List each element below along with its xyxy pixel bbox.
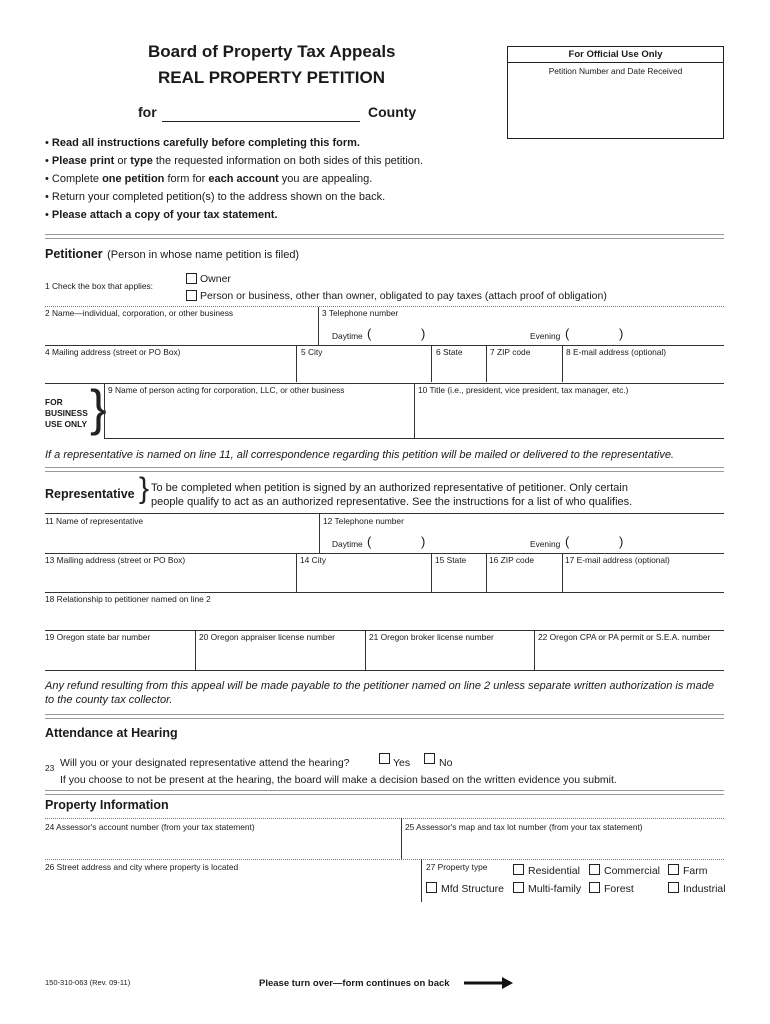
mfd-structure-checkbox[interactable] xyxy=(426,882,437,893)
evening-label: Evening xyxy=(530,331,561,341)
official-use-title: For Official Use Only xyxy=(568,49,663,60)
attend-no-checkbox[interactable] xyxy=(424,753,435,764)
paren-open: ( xyxy=(367,326,372,341)
line-8-label: 8 E-mail address (optional) xyxy=(566,347,667,357)
multi-family-checkbox[interactable] xyxy=(513,882,524,893)
arrow-right-icon xyxy=(464,976,514,990)
other-checkbox[interactable] xyxy=(186,290,197,301)
form-subtitle: REAL PROPERTY PETITION xyxy=(158,68,386,87)
line-25-label: 25 Assessor's map and tax lot number (from your tax statement) xyxy=(405,822,643,832)
instruction-4: • Return your completed petition(s) to the address shown on the back. xyxy=(45,191,386,203)
petitioner-evening-phone[interactable] xyxy=(530,326,630,344)
cpa-permit-field[interactable] xyxy=(535,631,724,669)
attendance-note: If you choose to not be present at the hearing, the board will make a decision based on the written evidence you submit. xyxy=(60,774,617,786)
line-23-number: 23 xyxy=(45,763,55,773)
residential-checkbox[interactable] xyxy=(513,864,524,875)
line-6-label: 6 State xyxy=(436,347,463,357)
commercial-label: Commercial xyxy=(604,865,661,877)
paren-close: ) xyxy=(619,534,624,549)
attendance-heading: Attendance at Hearing xyxy=(45,726,178,740)
commercial-checkbox[interactable] xyxy=(589,864,600,875)
forest-label: Forest xyxy=(604,883,634,895)
representative-zip[interactable] xyxy=(487,554,561,592)
paren-close: ) xyxy=(619,326,624,341)
attend-no-label: No xyxy=(439,757,453,769)
line-1-label: 1 Check the box that applies: xyxy=(45,281,154,291)
line-18-label: 18 Relationship to petitioner named on line 2 xyxy=(45,594,211,604)
for-business-use-label: FOR BUSINESS USE ONLY xyxy=(45,397,88,429)
petitioner-city[interactable] xyxy=(297,346,430,382)
line-26-label: 26 Street address and city where property is located xyxy=(45,862,239,872)
attendance-question: Will you or your designated representative attend the hearing? xyxy=(60,757,350,769)
assessor-account-field[interactable] xyxy=(45,819,400,858)
paren-open: ( xyxy=(565,326,570,341)
industrial-checkbox[interactable] xyxy=(668,882,679,893)
turn-over-note: Please turn over—form continues on back xyxy=(259,978,450,989)
mfd-structure-label: Mfd Structure xyxy=(441,883,505,895)
farm-checkbox[interactable] xyxy=(668,864,679,875)
line-10-label: 10 Title (i.e., president, vice president, tax manager, etc.) xyxy=(418,385,629,395)
line-24-label: 24 Assessor's account number (from your tax statement) xyxy=(45,822,255,832)
instruction-5: • Please attach a copy of your tax statement. xyxy=(45,209,278,221)
bar-number-field[interactable] xyxy=(45,631,194,669)
official-use-subtitle: Petition Number and Date Received xyxy=(548,66,683,76)
section-divider xyxy=(45,234,724,239)
line-2-label: 2 Name—individual, corporation, or other business xyxy=(45,308,234,318)
representative-state[interactable] xyxy=(432,554,485,592)
brace-icon: } xyxy=(139,472,150,505)
form-number: 150-310-063 (Rev. 09-11) xyxy=(45,978,131,987)
paren-close: ) xyxy=(421,534,426,549)
refund-note: Any refund resulting from this appeal will be made payable to the petitioner named on line 2 unless separate written authorization is made to the county tax collector. xyxy=(45,680,714,706)
property-address-field[interactable] xyxy=(45,860,420,900)
property-heading: Property Information xyxy=(45,798,169,812)
instruction-1: • Read all instructions carefully before completing this form. xyxy=(45,137,360,149)
petitioner-name-field[interactable] xyxy=(45,307,317,344)
section-divider xyxy=(45,790,724,795)
residential-label: Residential xyxy=(528,865,580,877)
evening-label: Evening xyxy=(530,539,561,549)
line-12-label: 12 Telephone number xyxy=(323,516,404,526)
representative-note: If a representative is named on line 11, all correspondence regarding this petition will be mailed or delivered to the representative. xyxy=(45,449,674,461)
acting-person-name[interactable] xyxy=(105,384,413,438)
brace-icon: } xyxy=(90,380,107,436)
line-22-label: 22 Oregon CPA or PA permit or S.E.A. number xyxy=(538,632,711,642)
forest-checkbox[interactable] xyxy=(589,882,600,893)
line-16-label: 16 ZIP code xyxy=(489,555,535,565)
other-obligated-label: Person or business, other than owner, obligated to pay taxes (attach proof of obligation) xyxy=(200,290,607,302)
industrial-label: Industrial xyxy=(683,883,726,895)
relationship-field[interactable] xyxy=(45,593,724,629)
representative-daytime-phone[interactable] xyxy=(332,534,432,552)
representative-heading: Representative xyxy=(45,487,135,501)
acting-person-title[interactable] xyxy=(415,384,724,438)
petitioner-daytime-phone[interactable] xyxy=(332,326,432,344)
petitioner-state[interactable] xyxy=(432,346,485,382)
daytime-label: Daytime xyxy=(332,539,363,549)
line-3-label: 3 Telephone number xyxy=(322,308,399,318)
representative-name-field[interactable] xyxy=(45,514,318,552)
farm-label: Farm xyxy=(683,865,708,877)
broker-license-field[interactable] xyxy=(366,631,533,669)
petitioner-heading: Petitioner (Person in whose name petition is filed) xyxy=(45,247,300,261)
representative-evening-phone[interactable] xyxy=(530,534,630,552)
line-13-label: 13 Mailing address (street or PO Box) xyxy=(45,555,186,565)
for-label: for xyxy=(138,104,157,120)
line-15-label: 15 State xyxy=(435,555,467,565)
line-11-label: 11 Name of representative xyxy=(45,516,144,526)
instruction-2: • Please print or type the requested information on both sides of this petition. xyxy=(45,155,424,167)
section-divider xyxy=(45,714,724,719)
representative-email[interactable] xyxy=(563,554,724,592)
appraiser-license-field[interactable] xyxy=(196,631,364,669)
petitioner-zip[interactable] xyxy=(487,346,561,382)
line-7-label: 7 ZIP code xyxy=(490,347,531,357)
paren-open: ( xyxy=(367,534,372,549)
line-17-label: 17 E-mail address (optional) xyxy=(565,555,670,565)
official-use-box xyxy=(507,46,724,139)
line-9-label: 9 Name of person acting for corporation, LLC, or other business xyxy=(108,385,345,395)
petitioner-email[interactable] xyxy=(563,346,724,382)
representative-description: To be completed when petition is signed by an authorized representative of petitioner. Only certain people qualify to act as an authorized representative. See the instructions for a list of who qualifies. xyxy=(151,482,633,508)
representative-mailing-address[interactable] xyxy=(45,554,295,592)
line-21-label: 21 Oregon broker license number xyxy=(369,632,494,642)
attend-yes-label: Yes xyxy=(393,757,411,769)
county-field[interactable] xyxy=(162,104,360,122)
page-title: Board of Property Tax Appeals xyxy=(148,42,396,61)
daytime-label: Daytime xyxy=(332,331,363,341)
line-14-label: 14 City xyxy=(300,555,327,565)
line-4-label: 4 Mailing address (street or PO Box) xyxy=(45,347,181,357)
petitioner-mailing-address[interactable] xyxy=(45,346,295,382)
line-20-label: 20 Oregon appraiser license number xyxy=(199,632,335,642)
attend-yes-checkbox[interactable] xyxy=(379,753,390,764)
line-5-label: 5 City xyxy=(301,347,323,357)
multi-family-label: Multi-family xyxy=(528,883,582,895)
paren-close: ) xyxy=(421,326,426,341)
county-label: County xyxy=(368,104,417,120)
instruction-3: • Complete one petition form for each account you are appealing. xyxy=(45,173,373,185)
owner-label: Owner xyxy=(200,273,231,285)
line-19-label: 19 Oregon state bar number xyxy=(45,632,151,642)
map-tax-lot-field[interactable] xyxy=(402,819,724,858)
owner-checkbox[interactable] xyxy=(186,273,197,284)
representative-city[interactable] xyxy=(297,554,430,592)
line-27-label: 27 Property type xyxy=(426,862,488,872)
paren-open: ( xyxy=(565,534,570,549)
